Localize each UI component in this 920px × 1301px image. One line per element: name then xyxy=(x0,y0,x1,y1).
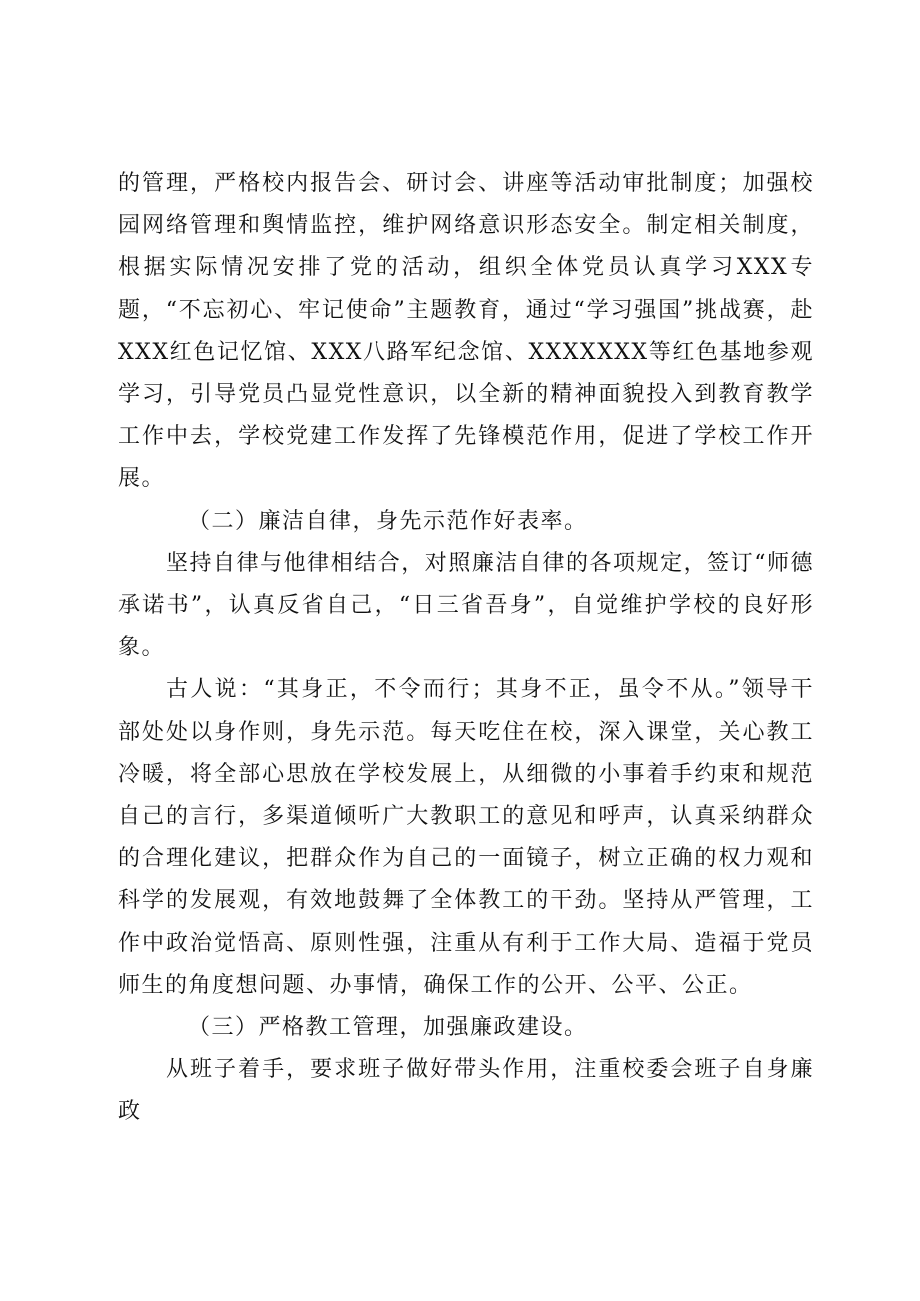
document-body xyxy=(118,163,814,1134)
paragraph-continuation: 的管理，严格校内报告会、研讨会、讲座等活动审批制度；加强校园网络管理和舆情监控，维护网络意识形态安全。制定相关制度，根据实际情况安排了党的活动，组织全体党员认真学习XXX专题，“不忘初心、牢记使命”主题教育，通过“学习强国”挑战赛，赴XXX红色记忆馆、XXX八路军纪念馆、XXXXXXX等红色基地参观学习，引导党员凸显党性意识，以全新的精神面貌投入到教育教学工作中去，学校党建工作发挥了先锋模范作用，促进了学校工作开展。 xyxy=(118,171,814,492)
section-heading-2: （二）廉洁自律，身先示范作好表率。 xyxy=(188,508,588,534)
paragraph-leading-by-example: 古人说：“其身正，不令而行；其身不正，虽令不从。”领导干部处处以身作则，身先示范。每天吃住在校，深入课堂，关心教工冷暖，将全部心思放在学校发展上，从细微的小事着手约束和规范自己的言行，多渠道倾听广大教职工的意见和呼声，认真采纳群众的合理化建议，把群众作为自己的一面镜子，树立正确的权力观和科学的发展观，有效地鼓舞了全体教工的干劲。坚持从严管理，工作中政治觉悟高、原则性强，注重从有利于工作大局、造福于党员师生的角度想问题、办事情，确保工作的公开、公平、公正。 xyxy=(118,677,814,998)
paragraph-self-discipline: 坚持自律与他律相结合，对照廉洁自律的各项规定，签订“师德承诺书”，认真反省自己，“日三省吾身”，自觉维护学校的良好形象。 xyxy=(118,550,814,661)
paragraph-leadership-team: 从班子着手，要求班子做好带头作用，注重校委会班子自身廉政 xyxy=(118,1057,814,1125)
section-heading-3: （三）严格教工管理，加强廉政建设。 xyxy=(188,1015,588,1041)
